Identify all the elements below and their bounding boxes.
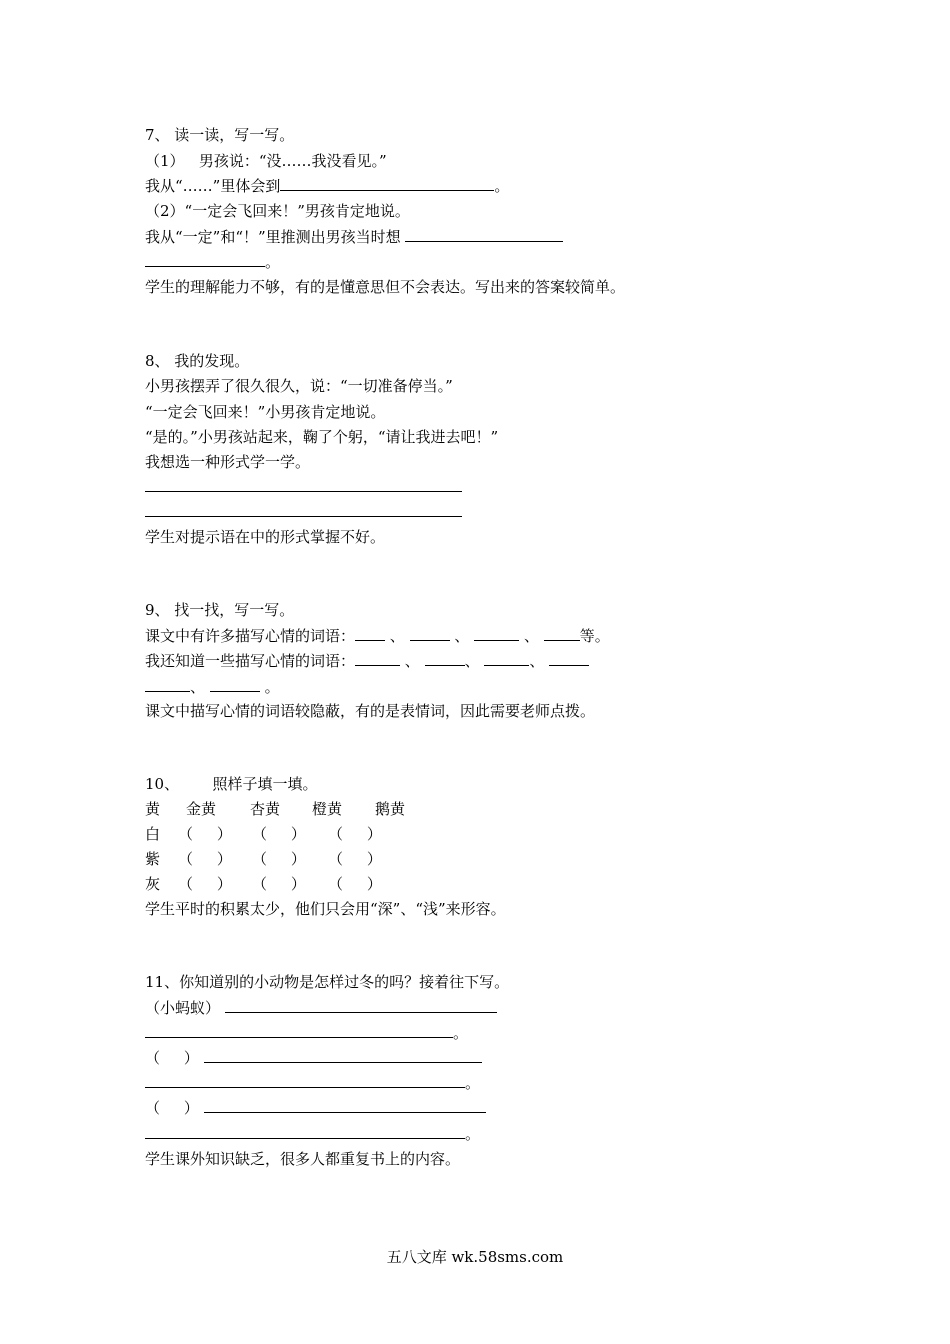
- q11-title: 11、你知道别的小动物是怎样过冬的吗？接着往下写。: [145, 973, 510, 991]
- q11-note: 学生课外知识缺乏，很多人都重复书上的内容。: [145, 1150, 461, 1168]
- q7-answer-blank-2[interactable]: [405, 227, 563, 242]
- q10-example-1: 黄: [145, 800, 161, 818]
- q9-sep: 、: [389, 627, 405, 645]
- q7-line4-text: 我从“一定”和“！”里推测出男孩当时想: [145, 228, 401, 246]
- q9-blank-3[interactable]: [474, 626, 519, 641]
- q10-example-3: 杏黄: [250, 800, 281, 818]
- q11-answer-blank[interactable]: [204, 1098, 486, 1113]
- q11-label-blank[interactable]: （ ）: [145, 1049, 199, 1067]
- q9-title: 9、 找一找，写一写。: [145, 601, 295, 619]
- q7-note: 学生的理解能力不够，有的是懂意思但不会表达。写出来的答案较简单。: [145, 278, 626, 296]
- q9-blank-2[interactable]: [410, 626, 450, 641]
- q7-answer-blank-3[interactable]: [145, 252, 265, 267]
- q11-line6: [145, 1124, 480, 1144]
- q10-example-5: 鹅黄: [375, 800, 406, 818]
- q10-paren-blank[interactable]: （ ）: [252, 850, 306, 868]
- q10-paren-blank[interactable]: （ ）: [252, 875, 306, 893]
- q9-sep: 、: [464, 652, 480, 670]
- q9-blank-8[interactable]: [549, 651, 589, 666]
- q10-note: 学生平时的积累太少，他们只会用“深”、“浅”来形容。: [145, 900, 506, 918]
- q8-line4: 我想选一种形式学一学。: [145, 453, 311, 471]
- q11-line3: [145, 1048, 482, 1068]
- q9-sep: 、: [404, 652, 420, 670]
- q10-paren-blank[interactable]: （ ）: [252, 825, 306, 843]
- q10-example-4: 橙黄: [312, 800, 343, 818]
- q7-line3: （2）“一定会飞回来！”男孩肯定地说。: [145, 202, 410, 220]
- q7-line5: [145, 252, 280, 272]
- q7-title: 7、 读一读，写一写。: [145, 126, 295, 144]
- q11-line2: [145, 1023, 468, 1043]
- q11-line5: [145, 1098, 486, 1118]
- q9-note: 课文中描写心情的词语较隐蔽，有的是表情词，因此需要老师点拨。: [145, 702, 596, 720]
- q9-sep: 、: [523, 627, 539, 645]
- q7-line2: [145, 176, 509, 196]
- q10-row-label: 白: [145, 825, 161, 843]
- q8-line2: “一定会飞回来！”小男孩肯定地说。: [145, 403, 386, 421]
- q7-answer-blank-1[interactable]: [280, 176, 494, 191]
- q11-answer-blank[interactable]: [145, 1073, 465, 1088]
- footer-watermark: 五八文库 wk.58sms.com: [386, 1248, 564, 1266]
- q7-line2-text: 我从“……”里体会到: [145, 177, 281, 195]
- q9-line3: [145, 677, 280, 697]
- q11-answer-blank[interactable]: [145, 1023, 453, 1038]
- q11-line1: [145, 998, 497, 1018]
- q10-paren-blank[interactable]: （ ）: [328, 875, 382, 893]
- q11-period: 。: [465, 1074, 481, 1092]
- q9-blank-5[interactable]: [355, 651, 400, 666]
- q11-answer-blank[interactable]: [204, 1048, 482, 1063]
- q9-blank-9[interactable]: [145, 677, 190, 692]
- q10-row-label: 灰: [145, 875, 161, 893]
- q8-answer-line-1[interactable]: [145, 491, 462, 492]
- q10-title: 10、 照样子填一填。: [145, 775, 318, 793]
- q7-line1: （1） 男孩说：“没……我没看见。”: [145, 152, 387, 170]
- q11-line4: [145, 1073, 480, 1093]
- q9-line1-text: 课文中有许多描写心情的词语：: [145, 627, 356, 645]
- q9-line3-end: 。: [264, 678, 280, 696]
- q11-period: 。: [453, 1024, 469, 1042]
- q10-example-2: 金黄: [186, 800, 217, 818]
- q9-sep: 、: [454, 627, 470, 645]
- q10-paren-blank[interactable]: （ ）: [178, 875, 232, 893]
- q10-row-label: 紫: [145, 850, 161, 868]
- q8-answer-line-2[interactable]: [145, 516, 462, 517]
- q11-label-blank[interactable]: （ ）: [145, 1099, 199, 1117]
- q9-blank-4[interactable]: [544, 626, 580, 641]
- q9-line1-end: 等。: [579, 627, 610, 645]
- q9-line2-text: 我还知道一些描写心情的词语：: [145, 652, 356, 670]
- q10-paren-blank[interactable]: （ ）: [178, 850, 232, 868]
- q11-answer-blank[interactable]: [145, 1124, 465, 1139]
- q9-line1: [145, 626, 610, 646]
- q9-blank-6[interactable]: [425, 651, 465, 666]
- q7-line2-period: 。: [494, 177, 510, 195]
- q9-blank-7[interactable]: [484, 651, 529, 666]
- q10-paren-blank[interactable]: （ ）: [178, 825, 232, 843]
- q7-line4: [145, 227, 563, 247]
- q9-blank-10[interactable]: [210, 677, 260, 692]
- q10-paren-blank[interactable]: （ ）: [328, 850, 382, 868]
- q8-note: 学生对提示语在中的形式掌握不好。: [145, 528, 386, 546]
- q8-line1: 小男孩摆弄了很久很久，说：“一切准备停当。”: [145, 377, 453, 395]
- q9-sep: 、: [190, 678, 206, 696]
- q10-paren-blank[interactable]: （ ）: [328, 825, 382, 843]
- q9-sep: 、: [529, 652, 545, 670]
- q11-period: 。: [465, 1125, 481, 1143]
- q11-label-ant: （小蚂蚁）: [145, 999, 221, 1017]
- q7-line5-period: 。: [265, 253, 281, 271]
- q11-answer-blank[interactable]: [225, 998, 497, 1013]
- q8-title: 8、 我的发现。: [145, 352, 250, 370]
- q9-line2: [145, 651, 589, 671]
- q8-line3: “是的。”小男孩站起来，鞠了个躬，“请让我进去吧！”: [145, 428, 499, 446]
- q9-blank-1[interactable]: [355, 626, 385, 641]
